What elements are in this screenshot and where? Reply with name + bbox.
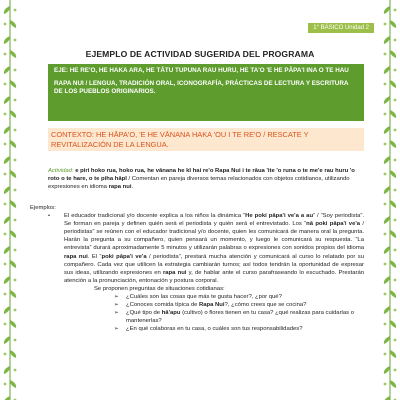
activity-spanish-text: / Comentan en pareja diversos temas relacionados con objetos cotidianos, utilizando expresiones en idioma [48,176,350,191]
examples-section [30,204,364,334]
list-item: ➢ ¿Conoces comida típica de Rapa Nui?, ¿cómo crees que se cocina? [114,302,307,309]
questions-intro: Se proponen preguntas de situaciones cotidianas: [94,285,225,292]
arrow-bullet-icon: ➢ [114,310,119,317]
activity-rapanui-text: e piri hoko rua, hoko rua, he vānana he kī hai re'o Rapa Nui i te rāua 'ite 'o runa o te me'e rau huru 'o roto o te hare, o te piha hāpī [48,168,355,183]
decorative-border-right [380,0,400,400]
examples-heading: Ejemplos: [30,205,56,211]
example-paragraph: El educador tradicional y/o docente explica a los niños la dinámica “He poki pāpa'i ve'a a au” / “Soy periodista”. Se forman en pareja y definen quién será el periodista y quién será el entrevistado. Los “nā poki pāpa'i ve'a / periodistas” se reúnen con el educador tradicional y/o docente, quien les comunicará de manera oral la pregunta. Harán la pregunta a su compañero, quien pensará un momento, y luego le comunicará su respuesta. “La entrevista” durará aproximadamente 5 minutos y utilizarán palabras o expresiones con sonidos propios del idioma rapa nui. El “poki pāpa'i ve'a / periodista”, prestará mucha atención y comunicará al curso lo relatado por su compañero. Cada vez que utilicen la estrategia cambiarán turnos; así todos tendrán la oportunidad de expresar sus ideas, utilizando expresiones en rapa nui y, de hablar ante el curso parafraseando lo escuchado. Prestarán atención a la pronunciación, entonación y postura corporal. [64,213,364,284]
arrow-bullet-icon: ➢ [114,294,119,301]
level-badge: 1° BÁSICO Unidad 2 [308,23,374,33]
list-item: ➢ ¿Qué tipo de hā'apu (cultivo) o flores tienen en tu casa? ¿qué realizas para cuidarlas o mantenerlas? [114,310,354,325]
page-title: EJEMPLO DE ACTIVIDAD SUGERIDA DEL PROGRAMA [85,49,315,59]
arrow-bullet-icon: ➢ [114,302,119,309]
bullet-dot: • [48,213,51,220]
list-item: ➢ ¿En qué colaboras en tu casa, o cuáles son tus responsabilidades? [114,326,303,333]
activity-language: rapa nui [108,184,132,191]
activity-description: Actividad: e piri hoko rua, hoko rua, he vānana he kī hai re'o Rapa Nui i te rāua 'ite 'o runa o te me'e rau huru 'o roto o te hare, o te piha hāpī / Comentan en pareja diversos temas relacionados con objetos cotidianos, utilizando expresiones en idioma rapa nui. [48,168,355,191]
context-banner: CONTEXTO: HE HĀPA'O, 'E HE VĀNANA HAKA 'OU I TE RE'O / RESCATE Y REVITALIZACIÓN DE LA LENGUA. [48,128,364,151]
eje-heading: EJE: HE RE'O, HE HAKA ARA, HE TĀTU TUPUNA RAU HURU, HE TA'O 'E HE PĀPA'I INA O TE HAU [54,67,349,74]
example-bullet [30,212,364,285]
document-page [26,0,374,400]
situations-list [30,293,364,333]
arrow-bullet-icon: ➢ [114,326,119,333]
activity-label: Actividad: [48,168,74,174]
decorative-border-left [0,0,20,400]
objective-box [48,64,364,121]
subject-line: RAPA NUI / LENGUA, TRADICIÓN ORAL, ICONOGRAFÍA, PRÁCTICAS DE LECTURA Y ESCRITURA DE LOS PUEBLOS ORIGINARIOS. [54,79,349,96]
list-item: ➢ ¿Cuáles son las cosas que más te gusta hacer?, ¿por qué? [114,294,282,301]
